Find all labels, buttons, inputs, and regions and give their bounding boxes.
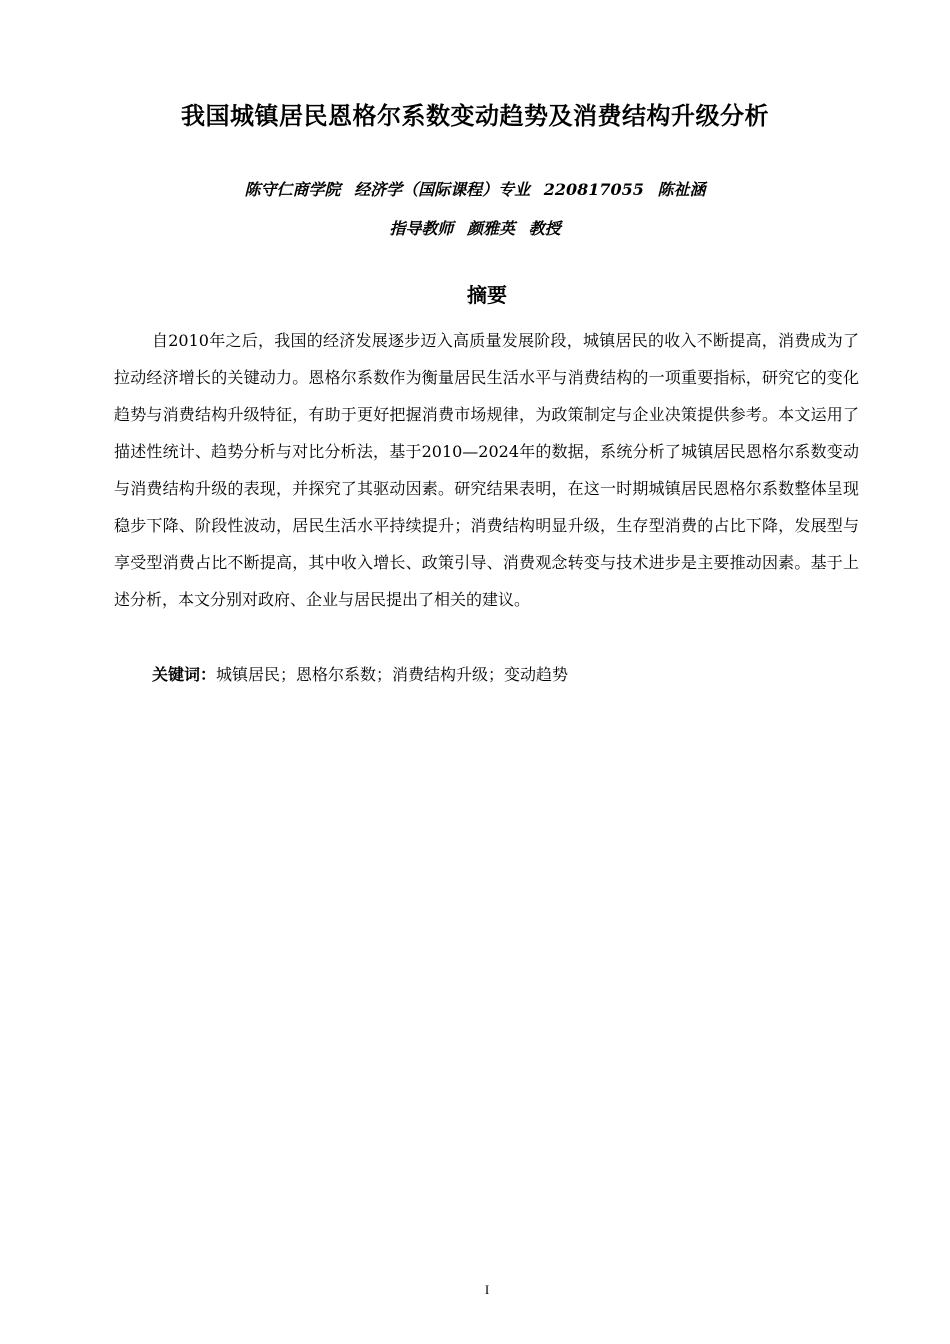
- advisor-label: 指导教师: [389, 219, 454, 238]
- keywords-line: [152, 656, 859, 693]
- author-student-id: 220817055: [543, 180, 644, 199]
- paper-title: 我国城镇居民恩格尔系数变动趋势及消费结构升级分析: [181, 102, 769, 130]
- advisor-title: 教授: [528, 219, 561, 238]
- author-name: 陈祉涵: [657, 180, 706, 199]
- author-line: [0, 175, 950, 205]
- page-number: I: [484, 1282, 490, 1297]
- advisor-name: 颜雅英: [466, 219, 515, 238]
- advisor-line: [0, 214, 950, 244]
- keywords-value: 城镇居民；恩格尔系数；消费结构升级；变动趋势: [216, 665, 569, 684]
- keywords-label: 关键词：: [152, 665, 217, 684]
- abstract-body: 自2010年之后，我国的经济发展逐步迈入高质量发展阶段，城镇居民的收入不断提高，消费成为了拉动经济增长的关键动力。恩格尔系数作为衡量居民生活水平与消费结构的一项重要指标，研究它的变化趋势与消费结构升级特征，有助于更好把握消费市场规律，为政策制定与企业决策提供参考。本文运用了描述性统计、趋势分析与对比分析法，基于2010—2024年的数据，系统分析了城镇居民恩格尔系数变动与消费结构升级的表现，并探究了其驱动因素。研究结果表明，在这一时期城镇居民恩格尔系数整体呈现稳步下降、阶段性波动，居民生活水平持续提升；消费结构明显升级，生存型消费的占比下降，发展型与享受型消费占比不断提高，其中收入增长、政策引导、消费观念转变与技术进步是主要推动因素。基于上述分析，本文分别对政府、企业与居民提出了相关的建议。: [114, 331, 859, 609]
- abstract-heading: 摘要: [467, 283, 507, 307]
- author-school: 陈守仁商学院: [244, 180, 341, 199]
- author-major: 经济学（国际课程）专业: [354, 180, 531, 199]
